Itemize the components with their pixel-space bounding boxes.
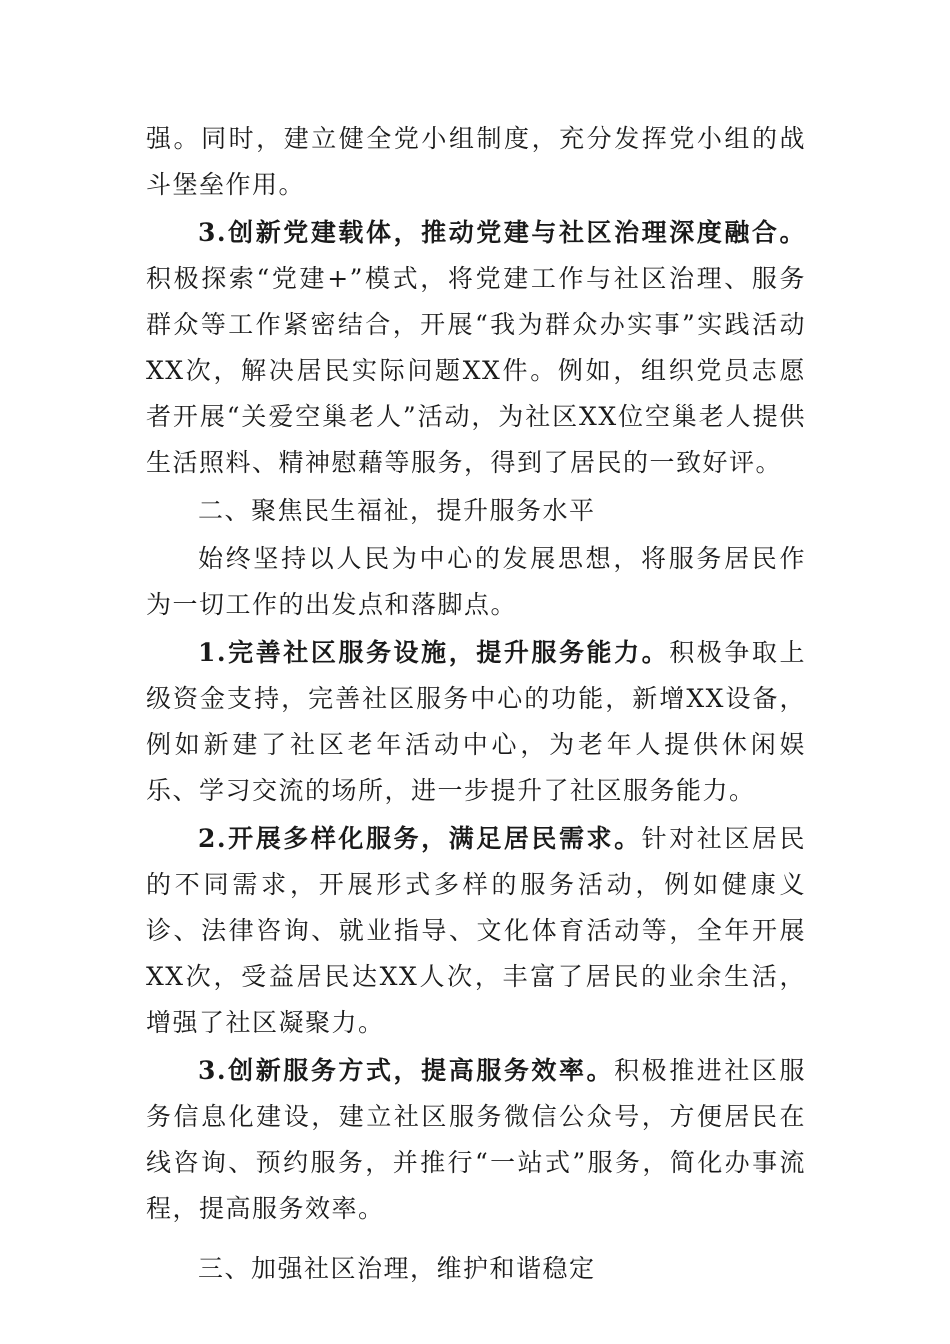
paragraph-service-facilities xyxy=(146,630,806,814)
paragraph-lead: 3.创新服务方式，提高服务效率。 xyxy=(198,1056,615,1085)
section-heading-three: 三、加强社区治理，维护和谐稳定 xyxy=(198,1254,596,1283)
paragraph-lead: 3.创新党建载体，推动党建与社区治理深度融合。 xyxy=(198,218,806,247)
paragraph-text: 积极推进社区服务信息化建设，建立社区服务微信公众号，方便居民在线咨询、预约服务，并推行“一站式”服务，简化办事流程，提高服务效率。 xyxy=(146,1056,806,1223)
paragraph-people-centered xyxy=(146,536,806,628)
paragraph-lead: 1.完善社区服务设施，提升服务能力。 xyxy=(198,638,670,667)
paragraph-lead: 2.开展多样化服务，满足居民需求。 xyxy=(198,824,642,853)
paragraph-text: 针对社区居民的不同需求，开展形式多样的服务活动，例如健康义诊、法律咨询、就业指导、文化体育活动等，全年开展XX次，受益居民达XX人次，丰富了居民的业余生活，增强了社区凝聚力。 xyxy=(146,824,806,1037)
paragraph-text: 积极争取上级资金支持，完善社区服务中心的功能，新增XX设备，例如新建了社区老年活动中心，为老年人提供休闲娱乐、学习交流的场所，进一步提升了社区服务能力。 xyxy=(146,638,806,805)
document-body xyxy=(146,116,806,1292)
section-heading-two: 二、聚焦民生福祉，提升服务水平 xyxy=(198,496,596,525)
paragraph-service-innovation xyxy=(146,1048,806,1232)
paragraph-continued xyxy=(146,116,806,208)
paragraph-diverse-services xyxy=(146,816,806,1046)
paragraph-text: 始终坚持以人民为中心的发展思想，将服务居民作为一切工作的出发点和落脚点。 xyxy=(146,544,806,619)
paragraph-party-building-carrier xyxy=(146,210,806,486)
paragraph-text: 积极探索“党建+”模式，将党建工作与社区治理、服务群众等工作紧密结合，开展“我为群众办实事”实践活动XX次，解决居民实际问题XX件。例如，组织党员志愿者开展“关爱空巢老人”活动，为社区XX位空巢老人提供生活照料、精神慰藉等服务，得到了居民的一致好评。 xyxy=(146,264,806,477)
paragraph-text: 强。同时，建立健全党小组制度，充分发挥党小组的战斗堡垒作用。 xyxy=(146,124,806,199)
